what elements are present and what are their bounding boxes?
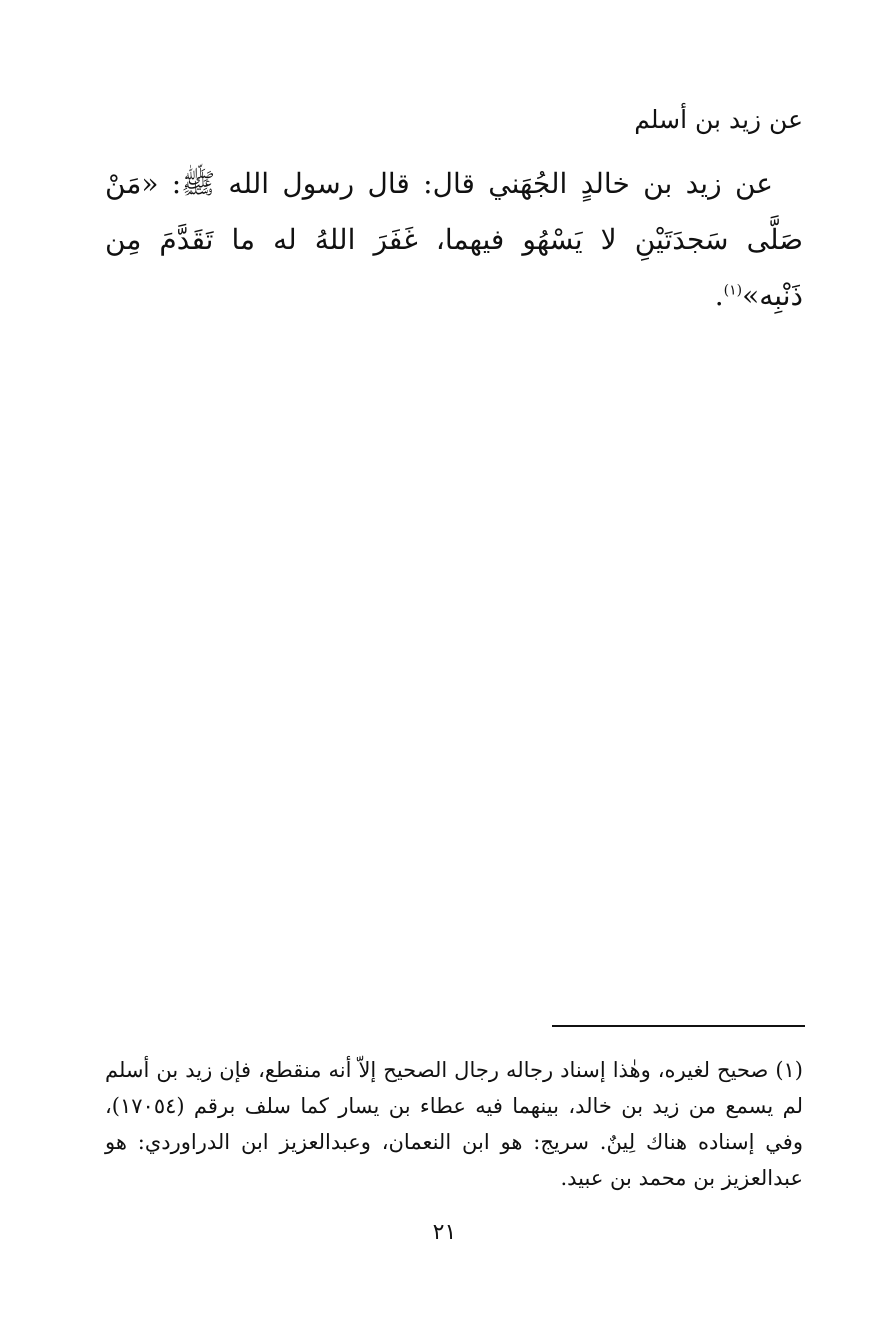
hadith-paragraph bbox=[105, 156, 803, 324]
hadith-end-punctuation: . bbox=[714, 279, 724, 312]
footnote-text: (١) صحيح لغيره، وهٰذا إسناد رجاله رجال الصحيح إلاّ أنه منقطع، فإن زيد بن أسلم لم يسمع من زيد بن خالد، بينهما فيه عطاء بن يسار كما سلف برقم (١٧٠٥٤)، وفي إسناده هناك لِينٌ. سريج: هو ابن النعمان، وعبدالعزيز ابن الدراوردي: هو عبدالعزيز بن محمد بن عبيد. bbox=[105, 1058, 803, 1190]
hadith-text: عن زيد بن خالدٍ الجُهَني قال: قال رسول الله ﷺ: «مَنْ صَلَّى سَجدَتَيْنِ لا يَسْهُو فيهما، غَفَرَ اللهُ له ما تَقَدَّمَ مِن ذَنْبِه» bbox=[105, 167, 803, 312]
chapter-title: عن زيد بن أسلم bbox=[634, 105, 803, 134]
footnote-reference[interactable]: (١) bbox=[723, 282, 743, 299]
page-number: ٢١ bbox=[432, 1220, 457, 1245]
footnote-separator bbox=[552, 1025, 805, 1027]
